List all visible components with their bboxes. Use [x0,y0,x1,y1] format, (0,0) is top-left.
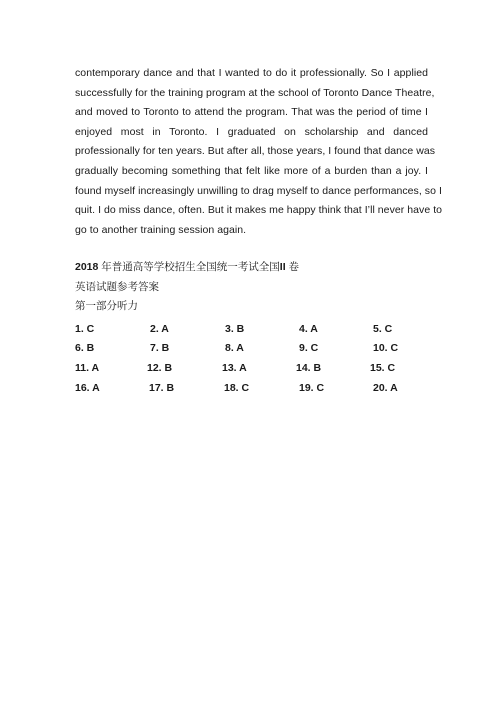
passage-line: contemporary dance and that I wanted to do it professionally. So I applied [75,67,428,79]
answer-row [75,379,428,399]
passage [75,64,443,240]
answer-item: 6. B [75,342,95,355]
exam-title [75,258,428,278]
answer-item: 2. A [150,322,169,335]
answer-item: 13. A [222,362,247,375]
answer-item: 4. A [299,322,318,335]
answer-item: 9. C [299,342,319,355]
answer-item: 16. A [75,381,100,394]
answer-grid [75,320,428,398]
answer-key-subtitle: 英语试题参考答案 [75,280,159,293]
answer-item: 3. B [225,322,245,335]
answer-item: 19. C [299,381,325,394]
passage-line: professionally for ten years. But after all, those years, I found that dance was [75,145,436,158]
answer-row [75,339,428,359]
answer-item: 15. C [370,362,396,375]
passage-line: gradually becoming something that felt like more of a burden than a joy. I [75,164,428,177]
answer-row [75,320,428,340]
exam-paper: II [279,261,286,274]
document-page [75,64,443,398]
answer-item: 1. C [75,322,95,335]
passage-line: go to another training session again. [75,223,247,236]
exam-paper-suffix: 卷 [288,261,300,274]
passage-line: enjoyed most in Toronto. I graduated on scholarship and danced [75,125,428,138]
passage-line: successfully for the training program at the school of Toronto Dance Theatre, [75,86,435,99]
answer-item: 5. C [373,322,393,335]
exam-title-text: 年普通高等学校招生全国统一考试全国 [101,261,280,274]
passage-line: found myself increasingly unwilling to drag myself to dance performances, so I [75,184,442,197]
answer-item: 17. B [149,381,175,394]
exam-year: 2018 [75,261,99,274]
answer-item: 20. A [373,381,398,394]
answer-item: 12. B [147,362,173,375]
answer-row [75,359,428,379]
answer-item: 14. B [296,362,322,375]
section-title: 第一部分听力 [75,300,138,313]
answer-item: 8. A [225,342,244,355]
passage-line: quit. I do miss dance, often. But it makes me happy think that I’ll never have to [75,204,443,217]
passage-line: and moved to Toronto to attend the program. That was the period of time I [75,106,428,119]
answer-item: 7. B [150,342,170,355]
answer-item: 11. A [75,362,100,375]
answer-item: 10. C [373,342,399,355]
answer-key-heading [75,258,428,317]
answer-item: 18. C [224,381,250,394]
